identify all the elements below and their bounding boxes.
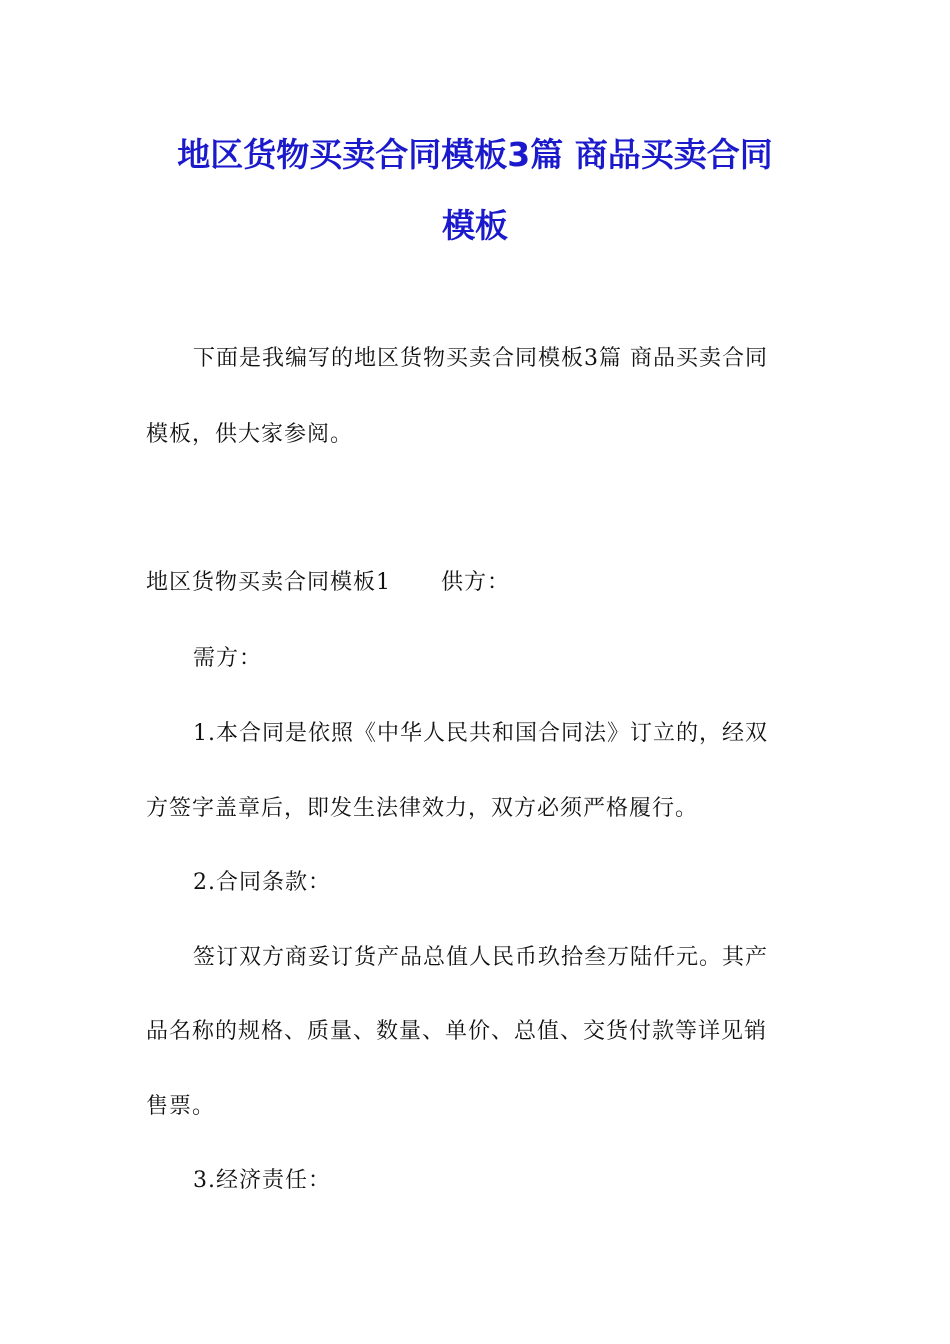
clause2-line-1: 签订双方商妥订货产品总值人民币玖拾叁万陆仟元。其产 bbox=[193, 945, 769, 970]
intro-paragraph-line-1: 下面是我编写的地区货物买卖合同模板3篇 商品买卖合同 bbox=[193, 346, 768, 371]
document-title-line-1: 地区货物买卖合同模板3篇 商品买卖合同 bbox=[177, 135, 773, 174]
section-heading: 地区货物买卖合同模板1 bbox=[146, 570, 391, 595]
intro-paragraph-line-2: 模板，供大家参阅。 bbox=[146, 422, 354, 447]
buyer-label: 需方： bbox=[193, 646, 263, 671]
clause1-line-2: 方签字盖章后，即发生法律效力，双方必须严格履行。 bbox=[146, 796, 699, 821]
clause2-line-2: 品名称的规格、质量、数量、单价、总值、交货付款等详见销 bbox=[146, 1019, 768, 1044]
document-title-line-2: 模板 bbox=[442, 206, 508, 245]
section-heading-row bbox=[146, 568, 510, 598]
supplier-label: 供方： bbox=[441, 570, 511, 595]
clause3-heading: 3.经济责任： bbox=[193, 1168, 331, 1193]
clause1-line-1: 1.本合同是依照《中华人民共和国合同法》订立的，经双 bbox=[193, 721, 768, 746]
clause2-line-3: 售票。 bbox=[146, 1094, 216, 1119]
clause2-heading: 2.合同条款： bbox=[193, 870, 331, 895]
